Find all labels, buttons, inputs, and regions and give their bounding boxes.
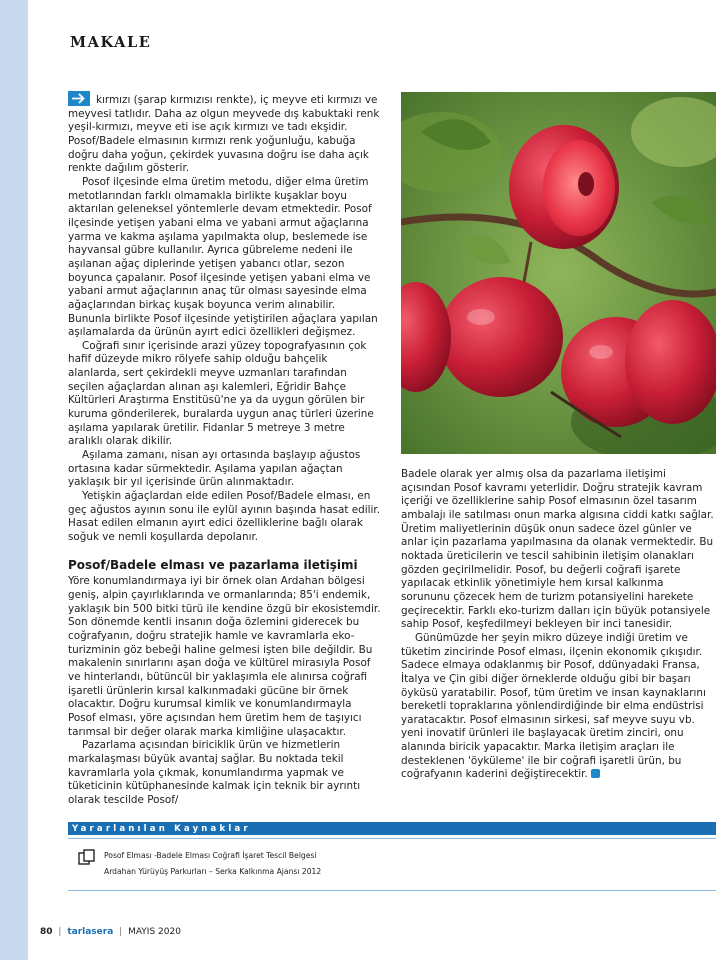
paragraph: Coğrafi sınır içerisinde arazi yüzey topografyasının çok hafif düzeyde mikro rölyefe sahip olduğu bahçelik alanlarda, sert çekirdekli meyve uzmanları tarafından seçilen ağaçlardan alınan aşı kalemleri, Eğridir Bahçe Kültürleri Araştırma Enstitüsü'ne ya da uygun görülen bir kuruma gönderilerek, buralarda uygun anaç türleri üzerine aşılama yapılarak üretilir. Fidanlar 5 metreye 3 metre aralıklı olarak dikilir. [68,339,374,448]
reference-item: Posof Elması -Badele Elması Coğrafi İşaret Tescil Belgesi [104,851,317,860]
paragraph [401,632,715,782]
paragraph: Yetişkin ağaçlardan elde edilen Posof/Badele elması, en geç ağustos ayının sonu ile eylül ayının başında hasat edilir. Hasat edilen elmanın ayırt edici özelliklerine bağlı olarak soğuk ve nemli koşullarda depolanır. [68,490,381,543]
reference-item: Ardahan Yürüyüş Parkurları – Serka Kalkınma Ajansı 2012 [104,867,322,876]
arrow-right-icon [68,91,90,106]
paragraph-text: kırmızı (şarap kırmızısı renkte), iç meyve eti kırmızı ve meyvesi tatlıdır. Daha az olgun meyvede dış kabuktaki renk yeşil-kırmızı, meyve eti ise açık kırmızı ve tadı ekşidir. Posof/Badele elmasının kırmızı renk yoğunluğu, kabuğa doğru daha yoğun, çekirdek yuvasına doğru ise daha açık renkte dağılım gösterir. [68,94,380,175]
paragraph: Posof ilçesinde elma üretim metodu, diğer elma üretim metotlarından farklı olmamakla birlikte kuşaklar boyu aktarılan geleneksel yöntemlerle devam etmektedir. Posof ilçesinde yetişen yabani elma ve yabani armut ağaçlarına yarma ve kakma aşılama yapılmakta olup, beslemede ise hayvansal gübre kullanılır. Ayrıca gübreleme nedeni ile aşılanan ağaç diplerinde yetişen yabancı otlar, sezon boyunca çapalanır. Posof ilçesinde yetişen yabani elma ve yabani armut ağaçlarının anaç tür olması sayesinde elma ağaçlarından birkaç kuşak boyunca verim alınabilir. Bununla birlikte Posof ilçesinde yetiştirilen ağaçlara yapılan aşılamalarda da ürünün ayırt edici özellikleri değişmez. [68,175,378,339]
apple-photo [401,92,716,454]
paragraph-text: Günümüzde her şeyin mikro düzeye indiği üretim ve tüketim zincirinde Posof elması, ilçenin ekonomik çıkışıdır. Sadece elmaya odaklanmış bir Posof, ddünyadaki Fransa, İtalya ve Çin gibi diğer örneklerde olduğu gibi bir başarı öyküsü yaratabilir. Posof, tüm üretim ve insan kaynaklarını bereketli topraklarına yönlendirdiğinde bir elma endüstrisi yaratacaktır. Posof elmasının sirkesi, saf meyve suyu vb. yeni inovatif ürünleri ile başlayacak üretim zinciri, onu alanında biricik yapacaktır. Marka iletişim araçları ile desteklenen 'öyküleme' ile bir coğrafi işaretli ürün, bu coğrafyanın kaderini değiştirecektir. [401,631,706,781]
divider [68,890,716,891]
page-number: 80 [40,927,53,937]
divider: | [58,927,62,937]
paragraph: Badele olarak yer almış olsa da pazarlama iletişimi açısından Posof kavramı yeterlidir. Doğru stratejik kavram içeriği ve özelliklerine sahip Posof elmasının özel tasarım ambalajı ile satılması onun marka algısına ciddi katkı sağlar. Üretim maliyetlerinin düşük onun sadece özel günler ve anlar için pazarlama yapılmasına da olanak vermektedir. Bu noktada üreticilerin ve tescil sahibinin iletişim olanakları gözden geçirilmelidir. Posof, bu değerli coğrafi işarete yapılacak etkinlik yönetimiyle hem kırsal kalkınma sorununu çözecek hem de turizm potansiyelini harekete geçirecektir. Farklı eko-turizm dalları için büyük potansiyele sahip Posof, keşfedilmeyi bekleyen bir inci tanesidir. [401,468,714,631]
right-column [401,468,715,782]
section-label: MAKALE [70,34,152,51]
left-column [68,91,381,807]
magazine-name: tarlasera [67,927,114,937]
page-footer [40,927,181,937]
paragraph [68,91,381,176]
paragraph: Aşılama zamanı, nisan ayı ortasında başlayıp ağustos ortasına kadar sürmektedir. Aşılama yapılan ağaçtan yaklaşık bir yıl içerisinde ürün alınmaktadır. [68,449,361,489]
issue-date: MAYIS 2020 [128,927,181,937]
section-heading: Posof/Badele elması ve pazarlama iletişimi [68,557,358,572]
references-title: Yararlanılan Kaynaklar [72,824,251,834]
divider [68,838,716,839]
page-side-strip [0,0,28,960]
documents-icon [78,849,96,869]
divider: | [119,927,123,937]
paragraph: Yöre konumlandırmaya iyi bir örnek olan Ardahan bölgesi geniş, alpin çayırlıklarında ve ormanlarında; 85'i endemik, yaklaşık bin 500 bitki türü ile kendine özgü bir ekosistemdir. Son dönemde kentli insanın doğa özlemini giderecek bu coğrafyanın, doğru stratejik hamle ve kavramlarla eko-turizminin göz bebeği haline gelmesi işten bile değildir. Bu makalenin sınırlarını aşan doğa ve kültürel mirasıyla Posof ve hinterlandı, bütüncül bir yaklaşımla ele alınırsa coğrafi işaretli ürünlerin kırsal kalkınmadaki gücüne bir örnek olacaktır. Doğru kurumsal kimlik ve konumlandırmayla Posof elması, yöre açısından hem üretim hem de taşıyıcı tarımsal bir değer olarak marka kimliğine ulaşacaktır. [68,575,381,738]
end-square-icon [591,769,600,778]
paragraph: Pazarlama açısından biriciklik ürün ve hizmetlerin markalaşması büyük avantaj sağlar. Bu noktada tekil kavramlarla yola çıkmak, konumlandırma yapmak ve tüketicinin kütüphanesinde kalmak için teknik bir ayrıntı olarak tescilde Posof/ [68,739,361,806]
